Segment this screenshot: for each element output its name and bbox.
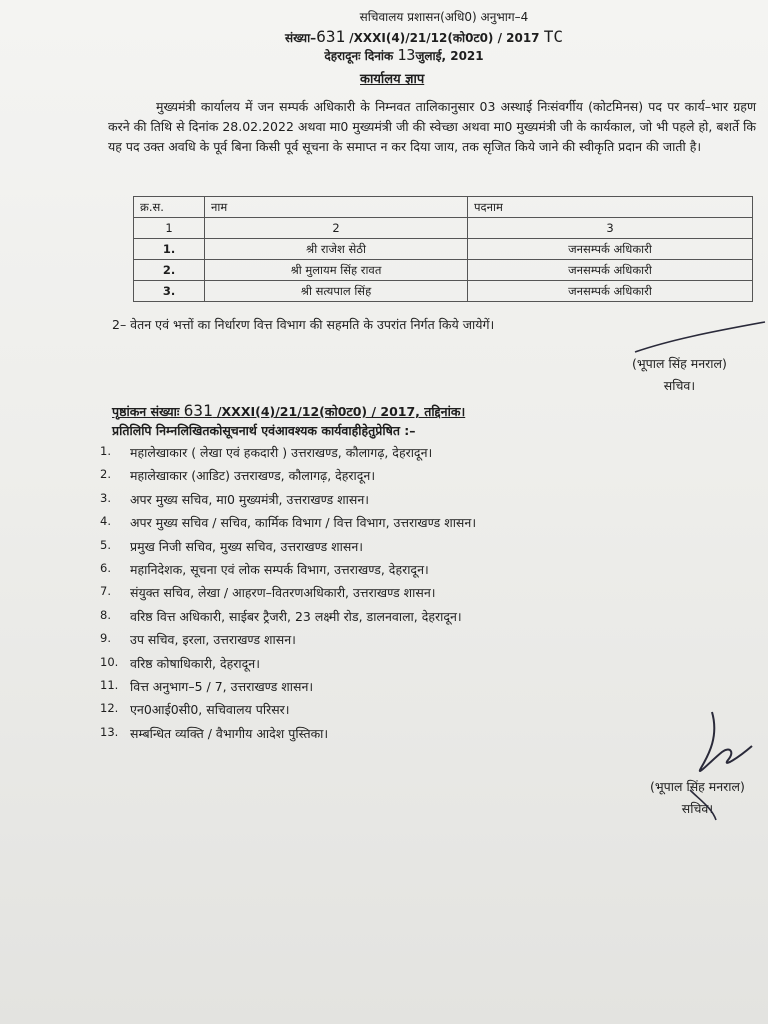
row-name: श्री राजेश सेठी	[205, 239, 468, 260]
row-serial: 3.	[134, 281, 205, 302]
handwritten-ref-number: 631	[316, 27, 346, 46]
col-number: 1	[134, 218, 205, 239]
reference-suffix: /XXXI(4)/21/12(को0ट0) / 2017	[345, 31, 540, 45]
handwritten-date: 13	[397, 46, 416, 64]
list-item-number: 3.	[100, 490, 111, 505]
signature-tail	[690, 790, 716, 820]
list-item-number: 8.	[100, 607, 111, 622]
signatory-name: (भूपाल सिंह मनराल)	[650, 779, 745, 794]
signature-scribble	[700, 712, 752, 771]
list-item-text: महानिदेशक, सूचना एवं लोक सम्पर्क विभाग, उत्तराखण्ड, देहरादून।	[130, 561, 429, 577]
signatory-name: (भूपाल सिंह मनराल)	[632, 356, 727, 371]
header-name: नाम	[205, 197, 468, 218]
list-item-text: अपर मुख्य सचिव / सचिव, कार्मिक विभाग / वित्त विभाग, उत्तराखण्ड शासन।	[130, 515, 477, 531]
list-item-text: सम्बन्धित व्यक्ति / वैभागीय आदेश पुस्तिका।	[130, 725, 329, 741]
list-item-text: अपर मुख्य सचिव, मा0 मुख्यमंत्री, उत्तराखण्ड शासन।	[130, 491, 370, 507]
signature-flourish-top	[635, 322, 765, 352]
endorsement-prefix: पृष्ठांकन संख्याः	[112, 404, 184, 419]
list-item-number: 11.	[100, 677, 119, 692]
list-item-number: 10.	[100, 654, 119, 669]
list-item-number: 5.	[100, 537, 111, 552]
endorsement-suffix: /XXXI(4)/21/12(को0ट0) / 2017, तद्दिनांक।	[212, 404, 466, 419]
row-serial: 1.	[134, 239, 205, 260]
list-item-text: वरिष्ठ वित्त अधिकारी, साईबर ट्रैजरी, 23 लक्ष्मी रोड, डालनवाला, देहरादून।	[130, 608, 462, 624]
col-number: 2	[205, 218, 468, 239]
list-item-number: 2.	[100, 467, 111, 482]
list-item-number: 12.	[100, 701, 119, 716]
row-name: श्री सत्यपाल सिंह	[205, 281, 468, 302]
list-item-text: संयुक्त सचिव, लेखा / आहरण–वितरणअधिकारी, उत्तराखण्ड शासन।	[130, 585, 436, 601]
date-prefix: देहरादूनः दिनांक	[324, 49, 398, 63]
signatory-title: सचिव।	[663, 378, 696, 393]
row-post: जनसम्पर्क अधिकारी	[468, 239, 753, 260]
memo-paragraph: मुख्यमंत्री कार्यालय में जन सम्पर्क अधिकारी के निम्नवत तालिकानुसार 03 अस्थाई निःसंवर्गीय (कोटमिनस) पद पर कार्य–भार ग्रहण करने की तिथि से दिनांक 28.02.2022 अथवा मा0 मुख्यमंत्री जी की स्वेच्छा अथवा मा0 मुख्यमंत्री जी के कार्यकाल, जो भी पहले हो, बशर्ते कि यह पद उक्त अवधि के पूर्व बिना किसी पूर्व सूचना के समाप्त न कर दिया जाय, तक सृजित किये जाने की स्वीकृति प्रदान की जाती है।	[108, 99, 756, 154]
list-item-text: महालेखाकार ( लेखा एवं हकदारी ) उत्तराखण्ड, कौलागढ़, देहरादून।	[130, 445, 433, 460]
list-item-text: एन0आई0सी0, सचिवालय परिसर।	[130, 702, 290, 718]
list-item-text: वित्त अनुभाग–5 / 7, उत्तराखण्ड शासन।	[130, 678, 314, 694]
list-item-number: 4.	[100, 514, 111, 529]
list-item-number: 1.	[100, 444, 111, 458]
office-memo-title: कार्यालय ज्ञाप	[360, 72, 425, 87]
list-item-text: वरिष्ठ कोषाधिकारी, देहरादून।	[130, 655, 260, 671]
row-serial: 2.	[134, 260, 205, 281]
point-two: 2– वेतन एवं भत्तों का निर्धारण वित्त विभाग की सहमति के उपरांत निर्गत किये जायेगें।	[112, 317, 495, 332]
list-item-number: 9.	[100, 631, 111, 646]
copy-to-line: प्रतिलिपि निम्नलिखितकोसूचनार्थ एवंआवश्यक कार्यवाहीहेतुप्रेषित :–	[112, 423, 416, 438]
list-item-text: महालेखाकार (आडिट) उत्तराखण्ड, कौलागढ़, देहरादून।	[130, 468, 376, 484]
row-post: जनसम्पर्क अधिकारी	[468, 281, 753, 302]
date-suffix: जुलाई, 2021	[415, 49, 484, 63]
list-item-number: 7.	[100, 584, 111, 599]
list-item-text: उप सचिव, इरला, उत्तराखण्ड शासन।	[130, 632, 296, 648]
header-serial: क्र.स.	[134, 197, 205, 218]
handwritten-endorsement-number: 631	[183, 401, 213, 420]
signatory-title: सचिव।	[681, 801, 714, 816]
list-item-number: 13.	[100, 724, 119, 739]
list-item-text: प्रमुख निजी सचिव, मुख्य सचिव, उत्तराखण्ड शासन।	[130, 538, 364, 554]
list-item-number: 6.	[100, 560, 111, 575]
handwritten-tc-mark: TC	[543, 27, 563, 46]
row-post: जनसम्पर्क अधिकारी	[468, 260, 753, 281]
reference-prefix: संख्या–	[284, 31, 317, 45]
col-number: 3	[468, 218, 753, 239]
header-post: पदनाम	[468, 197, 753, 218]
row-name: श्री मुलायम सिंह रावत	[205, 260, 468, 281]
department-line: सचिवालय प्रशासन(अधि0) अनुभाग–4	[359, 10, 529, 24]
